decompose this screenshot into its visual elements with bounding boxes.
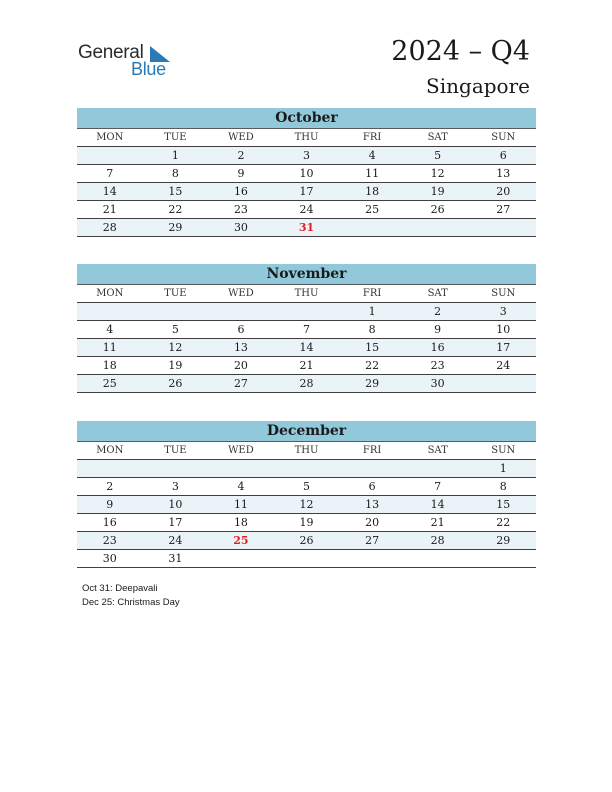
weekday-label: SUN bbox=[491, 132, 516, 143]
day-cell: 25 bbox=[102, 377, 117, 390]
day-cell: 3 bbox=[499, 305, 507, 318]
page-title: 2024 – Q4 bbox=[391, 36, 530, 67]
month-header: October bbox=[77, 108, 536, 129]
day-cell: 7 bbox=[106, 167, 114, 180]
day-cell: 27 bbox=[496, 203, 511, 216]
day-cell: 21 bbox=[430, 516, 445, 529]
day-cell: 10 bbox=[168, 498, 183, 511]
day-cell: 26 bbox=[430, 203, 445, 216]
day-cell: 9 bbox=[237, 167, 245, 180]
day-cell: 5 bbox=[171, 323, 179, 336]
day-cell: 1 bbox=[499, 462, 507, 475]
weekday-label: WED bbox=[228, 288, 254, 299]
logo-general-text: General bbox=[78, 42, 144, 63]
weekday-row bbox=[77, 129, 536, 147]
week-row bbox=[77, 303, 536, 321]
week-row bbox=[77, 478, 536, 496]
weekday-label: FRI bbox=[362, 445, 382, 456]
day-cell: 24 bbox=[299, 203, 314, 216]
day-cell: 2 bbox=[237, 149, 245, 162]
day-cell: 27 bbox=[233, 377, 248, 390]
weekday-label: SAT bbox=[427, 445, 448, 456]
day-cell: 20 bbox=[233, 359, 248, 372]
month-november bbox=[77, 264, 536, 393]
day-cell: 18 bbox=[102, 359, 117, 372]
day-cell: 22 bbox=[168, 203, 183, 216]
weekday-label: SUN bbox=[491, 288, 516, 299]
day-cell: 4 bbox=[368, 149, 376, 162]
weekday-row bbox=[77, 285, 536, 303]
day-cell: 13 bbox=[233, 341, 248, 354]
week-row bbox=[77, 219, 536, 237]
weekday-row bbox=[77, 442, 536, 460]
day-cell: 12 bbox=[168, 341, 183, 354]
day-cell: 9 bbox=[434, 323, 442, 336]
day-cell: 3 bbox=[303, 149, 311, 162]
week-row bbox=[77, 165, 536, 183]
day-cell: 29 bbox=[365, 377, 380, 390]
day-cell: 17 bbox=[496, 341, 511, 354]
day-cell: 1 bbox=[171, 149, 179, 162]
holiday-note: Oct 31: Deepavali bbox=[82, 583, 158, 594]
week-row bbox=[77, 183, 536, 201]
day-cell: 20 bbox=[365, 516, 380, 529]
day-cell: 13 bbox=[496, 167, 511, 180]
weekday-label: TUE bbox=[164, 288, 187, 299]
day-cell: 11 bbox=[365, 167, 380, 180]
day-cell: 22 bbox=[365, 359, 380, 372]
day-cell: 30 bbox=[233, 221, 248, 234]
weekday-label: THU bbox=[294, 132, 319, 143]
day-cell: 6 bbox=[499, 149, 507, 162]
day-cell: 26 bbox=[168, 377, 183, 390]
day-cell: 9 bbox=[106, 498, 114, 511]
day-cell: 5 bbox=[434, 149, 442, 162]
day-cell: 18 bbox=[233, 516, 248, 529]
week-row bbox=[77, 532, 536, 550]
weekday-label: SUN bbox=[491, 445, 516, 456]
day-cell: 4 bbox=[106, 323, 114, 336]
week-row bbox=[77, 201, 536, 219]
holiday-note: Dec 25: Christmas Day bbox=[82, 597, 180, 608]
day-cell: 15 bbox=[168, 185, 183, 198]
weekday-label: SAT bbox=[427, 132, 448, 143]
week-row bbox=[77, 375, 536, 393]
day-cell-holiday: 25 bbox=[233, 534, 249, 547]
weekday-label: TUE bbox=[164, 132, 187, 143]
day-cell: 23 bbox=[233, 203, 248, 216]
weekday-label: WED bbox=[228, 445, 254, 456]
day-cell: 12 bbox=[299, 498, 314, 511]
day-cell: 24 bbox=[168, 534, 183, 547]
day-cell: 17 bbox=[299, 185, 314, 198]
day-cell: 5 bbox=[303, 480, 311, 493]
day-cell: 29 bbox=[168, 221, 183, 234]
week-row bbox=[77, 496, 536, 514]
logo bbox=[78, 42, 178, 82]
day-cell: 14 bbox=[102, 185, 117, 198]
weekday-label: SAT bbox=[427, 288, 448, 299]
day-cell: 25 bbox=[365, 203, 380, 216]
weekday-label: MON bbox=[96, 445, 124, 456]
day-cell: 30 bbox=[102, 552, 117, 565]
week-row bbox=[77, 514, 536, 532]
month-header: November bbox=[77, 264, 536, 285]
day-cell: 28 bbox=[102, 221, 117, 234]
week-row bbox=[77, 460, 536, 478]
day-cell: 16 bbox=[430, 341, 445, 354]
weekday-label: FRI bbox=[362, 132, 382, 143]
weekday-label: THU bbox=[294, 288, 319, 299]
day-cell: 10 bbox=[496, 323, 511, 336]
day-cell: 23 bbox=[430, 359, 445, 372]
day-cell: 30 bbox=[430, 377, 445, 390]
day-cell: 28 bbox=[299, 377, 314, 390]
month-header: December bbox=[77, 421, 536, 442]
day-cell: 8 bbox=[171, 167, 179, 180]
day-cell: 19 bbox=[430, 185, 445, 198]
day-cell: 14 bbox=[430, 498, 445, 511]
day-cell: 8 bbox=[499, 480, 507, 493]
day-cell: 18 bbox=[365, 185, 380, 198]
day-cell: 11 bbox=[233, 498, 248, 511]
page-subtitle: Singapore bbox=[426, 74, 530, 98]
day-cell: 19 bbox=[299, 516, 314, 529]
day-cell: 11 bbox=[102, 341, 117, 354]
day-cell: 29 bbox=[496, 534, 511, 547]
day-cell: 6 bbox=[237, 323, 245, 336]
day-cell-holiday: 31 bbox=[298, 221, 315, 234]
day-cell: 3 bbox=[171, 480, 179, 493]
day-cell: 2 bbox=[434, 305, 442, 318]
week-row bbox=[77, 339, 536, 357]
day-cell: 14 bbox=[299, 341, 314, 354]
day-cell: 23 bbox=[102, 534, 117, 547]
day-cell: 24 bbox=[496, 359, 511, 372]
week-row bbox=[77, 550, 536, 568]
day-cell: 21 bbox=[299, 359, 314, 372]
weekday-label: MON bbox=[96, 288, 124, 299]
day-cell: 7 bbox=[303, 323, 311, 336]
day-cell: 13 bbox=[365, 498, 380, 511]
day-cell: 15 bbox=[496, 498, 511, 511]
day-cell: 27 bbox=[365, 534, 380, 547]
weekday-label: MON bbox=[96, 132, 124, 143]
day-cell: 12 bbox=[430, 167, 445, 180]
day-cell: 4 bbox=[237, 480, 245, 493]
week-row bbox=[77, 321, 536, 339]
day-cell: 26 bbox=[299, 534, 314, 547]
holiday-notes bbox=[82, 582, 180, 610]
weekday-label: TUE bbox=[164, 445, 187, 456]
day-cell: 7 bbox=[434, 480, 442, 493]
day-cell: 15 bbox=[365, 341, 380, 354]
day-cell: 16 bbox=[233, 185, 248, 198]
day-cell: 28 bbox=[430, 534, 445, 547]
day-cell: 1 bbox=[368, 305, 376, 318]
weekday-label: THU bbox=[294, 445, 319, 456]
day-cell: 6 bbox=[368, 480, 376, 493]
day-cell: 21 bbox=[102, 203, 117, 216]
week-row bbox=[77, 147, 536, 165]
day-cell: 31 bbox=[168, 552, 183, 565]
day-cell: 19 bbox=[168, 359, 183, 372]
month-october bbox=[77, 108, 536, 237]
day-cell: 20 bbox=[496, 185, 511, 198]
day-cell: 16 bbox=[102, 516, 117, 529]
day-cell: 17 bbox=[168, 516, 183, 529]
day-cell: 22 bbox=[496, 516, 511, 529]
day-cell: 10 bbox=[299, 167, 314, 180]
weekday-label: FRI bbox=[362, 288, 382, 299]
week-row bbox=[77, 357, 536, 375]
weekday-label: WED bbox=[228, 132, 254, 143]
day-cell: 2 bbox=[106, 480, 114, 493]
month-december bbox=[77, 421, 536, 568]
logo-blue-text: Blue bbox=[131, 59, 166, 79]
day-cell: 8 bbox=[368, 323, 376, 336]
